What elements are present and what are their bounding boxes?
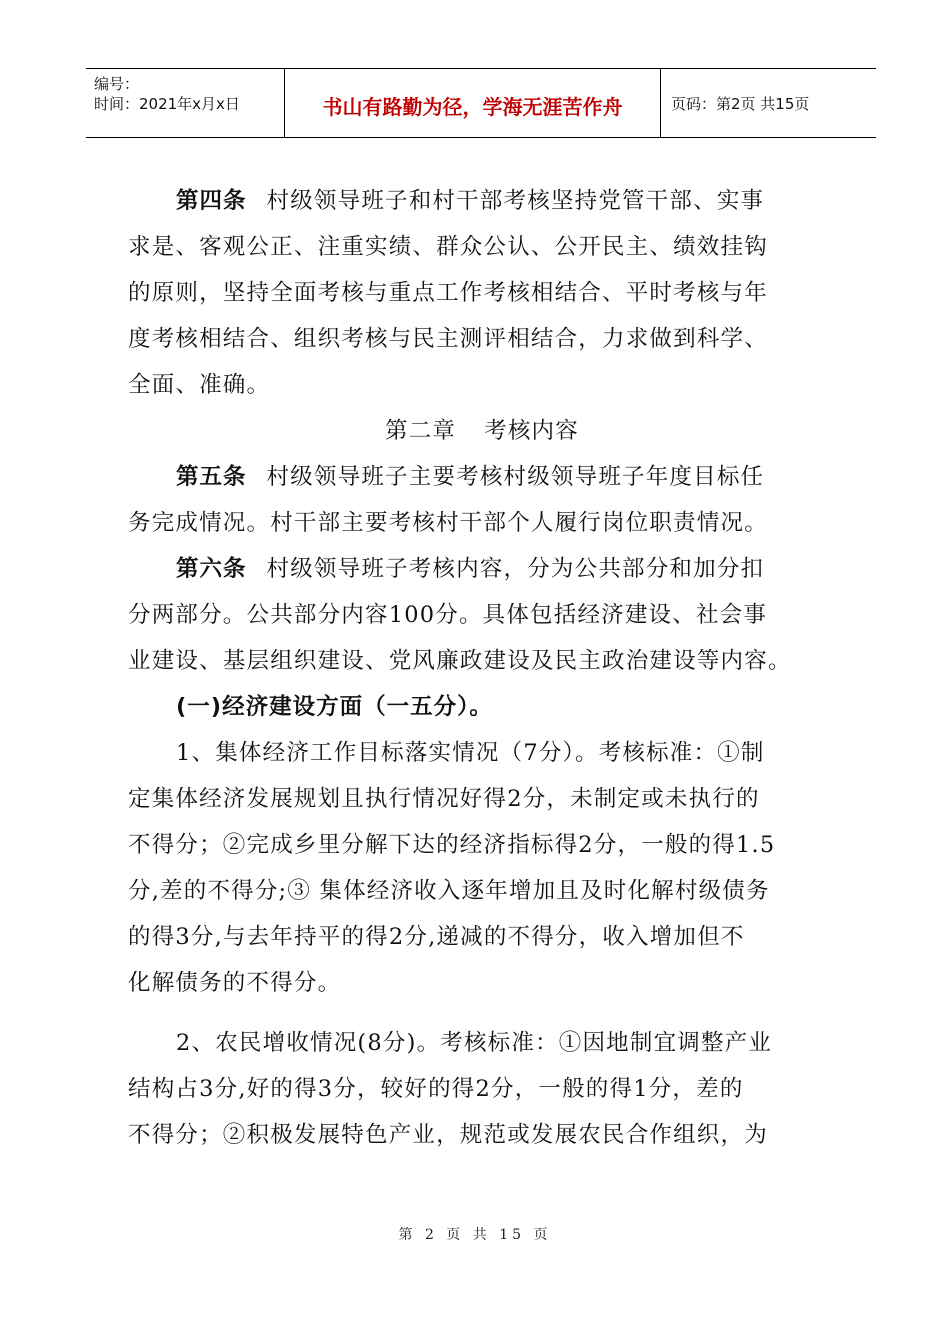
article-6-line-2: 分两部分。公共部分内容100分。具体包括经济建设、社会事 (128, 602, 768, 628)
item-1-line-2: 定集体经济发展规划且执行情况好得2分，未制定或未执行的 (128, 786, 760, 812)
item-1-line-3: 不得分；②完成乡里分解下达的经济指标得2分，一般的得1.5 (128, 832, 776, 858)
item-1-line-6: 化解债务的不得分。 (128, 970, 342, 996)
document-time-label: 时间：2021年x月x日 (94, 95, 240, 113)
item-1-line-5: 的得3分,与去年持平的得2分,递减的不得分，收入增加但不 (128, 924, 745, 950)
chapter-title: 考核内容 (484, 418, 579, 444)
item-1-line-1: 1、集体经济工作目标落实情况（7分）。考核标准：①制 (176, 740, 765, 766)
page-footer: 第 2 页 共 15 页 (398, 1227, 552, 1243)
article-5-line-1: 第五条 村级领导班子主要考核村级领导班子年度目标任 (176, 464, 765, 490)
header-motto: 书山有路勤为径，学海无涯苦作舟 (322, 95, 623, 119)
header-page-info: 页码：第2页 共15页 (671, 95, 810, 113)
document-number-label: 编号： (94, 75, 140, 93)
paragraph-gap (128, 1006, 836, 1020)
item-2-line-3: 不得分；②积极发展特色产业，规范或发展农民合作组织，为 (128, 1122, 768, 1148)
item-2-line-1: 2、农民增收情况(8分)。考核标准：①因地制宜调整产业 (176, 1030, 773, 1056)
article-5-heading: 第五条 (176, 464, 247, 490)
item-2-line-2: 结构占3分,好的得3分，较好的得2分，一般的得1分，差的 (128, 1076, 744, 1102)
document-body (128, 178, 836, 1158)
article-4-line-5: 全面、准确。 (128, 372, 271, 398)
header-motto-cell (285, 69, 661, 137)
article-6-heading: 第六条 (176, 556, 247, 582)
chapter-number: 第二章 (385, 418, 457, 444)
article-4-line-1: 第四条 村级领导班子和村干部考核坚持党管干部、实事 (176, 188, 765, 214)
article-4-line-4: 度考核相结合、组织考核与民主测评相结合，力求做到科学、 (128, 326, 768, 352)
article-4-heading: 第四条 (176, 188, 247, 214)
section-1-heading: (一)经济建设方面（一五分）。 (176, 694, 493, 720)
header-meta-cell (86, 69, 285, 137)
article-4-line-2: 求是、客观公正、注重实绩、群众公认、公开民主、绩效挂钩 (128, 234, 768, 260)
item-1-line-4: 分,差的不得分;③ 集体经济收入逐年增加且及时化解村级债务 (128, 878, 770, 904)
article-6-line-1: 第六条 村级领导班子考核内容，分为公共部分和加分扣 (176, 556, 765, 582)
article-5-line-2: 务完成情况。村干部主要考核村干部个人履行岗位职责情况。 (128, 510, 768, 536)
chapter-heading (128, 408, 836, 454)
article-4-line-3: 的原则，坚持全面考核与重点工作考核相结合、平时考核与年 (128, 280, 768, 306)
article-6-line-3: 业建设、基层组织建设、党风廉政建设及民主政治建设等内容。 (128, 648, 792, 674)
document-header (86, 68, 876, 138)
header-page-cell (661, 69, 876, 137)
